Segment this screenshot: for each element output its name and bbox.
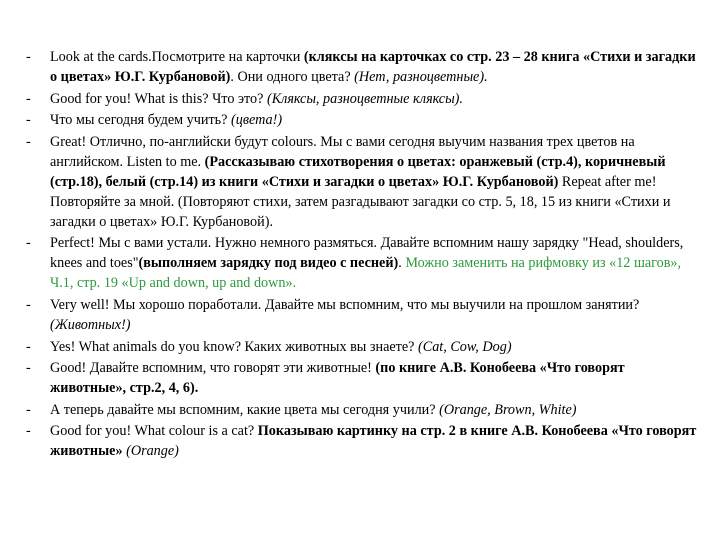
item-colours	[22, 132, 702, 232]
text-segment: Что мы сегодня будем учить?	[50, 112, 231, 129]
text-segment: А теперь давайте мы вспомним, какие цвета мы сегодня учили?	[50, 401, 440, 418]
text-segment: Yes! What animals do you know? Каких животных вы знаете?	[50, 338, 419, 355]
text-segment: (по книге А.В. Конобеева «Что говорят животные», стр.2, 4, 6).	[50, 360, 625, 397]
item-what-is-this	[22, 89, 702, 109]
text-segment: (Животных!)	[50, 316, 131, 333]
text-segment: .	[398, 255, 406, 272]
text-segment: (Cat, Cow, Dog)	[418, 338, 512, 355]
bullet-dash: -	[26, 360, 31, 377]
text-segment: Perfect! Мы с вами устали. Нужно немного размяться. Давайте вспомним нашу зарядку "Head, shoulders, knees and toes"	[50, 235, 684, 272]
text-segment: Very well! Мы хорошо поработали. Давайте мы вспомним, что мы выучили на прошлом занятии?	[50, 296, 640, 313]
text-segment: Great! Отлично, по-английски будут colours. Мы с вами сегодня выучим названия трех цветов на английском. Listen to me.	[50, 133, 635, 170]
text-segment: Показываю картинку на стр. 2 в книге А.В. Конобеева «Что говорят животные»	[50, 423, 697, 460]
text-segment: (цвета!)	[231, 112, 283, 129]
text-segment: (кляксы на карточках со стр. 23 – 28 книга «Стихи и загадки о цветах» Ю.Г. Курбановой)	[50, 49, 696, 85]
item-look-at-cards	[22, 47, 702, 87]
text-segment: Good for you! What colour is a cat?	[50, 423, 258, 440]
text-segment: (Кляксы, разноцветные кляксы).	[267, 90, 463, 107]
text-segment: Good for you! What is this? Что это?	[50, 90, 267, 107]
text-segment: (Нет, разноцветные).	[354, 69, 488, 85]
text-segment: Repeat after me! Повторяйте за мной. (Повторяют стихи, затем разгадывают загадки со стр. 5, 18, 15 из книги «Стихи и загадки о цветах» Ю.Г. Курбановой).	[50, 173, 671, 230]
item-exercise	[22, 233, 702, 293]
bullet-dash: -	[26, 423, 31, 440]
text-segment: Good! Давайте вспомним, что говорят эти животные!	[50, 360, 376, 377]
item-what-learn	[22, 110, 702, 130]
item-colours-recall	[22, 400, 702, 420]
bullet-dash: -	[26, 401, 31, 418]
item-cat-colour	[22, 421, 702, 461]
bullet-dash: -	[26, 235, 31, 252]
item-what-animals	[22, 337, 702, 357]
text-segment: . Они одного цвета?	[230, 69, 355, 85]
text-segment: (Orange)	[126, 443, 179, 460]
text-segment: Look at the cards.Посмотрите на карточки	[50, 49, 304, 65]
item-animal-sounds	[22, 358, 702, 398]
text-segment: (Рассказываю стихотворения о цветах: оранжевый (стр.4), коричневый (стр.18), белый (стр.14) из книги «Стихи и загадки о цветах» Ю.Г. Курбановой)	[50, 153, 666, 190]
item-animals-recall	[22, 295, 702, 335]
text-segment: Можно заменить на рифмовку из «12 шагов», Ч.1, стр. 19 «Up and down, up and down».	[50, 255, 682, 292]
lesson-script-list	[22, 47, 702, 463]
bullet-dash: -	[26, 133, 31, 150]
bullet-dash: -	[26, 49, 31, 65]
text-segment: (Orange, Brown, White)	[439, 401, 577, 418]
bullet-dash: -	[26, 90, 31, 107]
bullet-dash: -	[26, 296, 31, 313]
bullet-dash: -	[26, 338, 31, 355]
bullet-dash: -	[26, 112, 31, 129]
text-segment: (выполняем зарядку под видео с песней)	[138, 255, 399, 272]
